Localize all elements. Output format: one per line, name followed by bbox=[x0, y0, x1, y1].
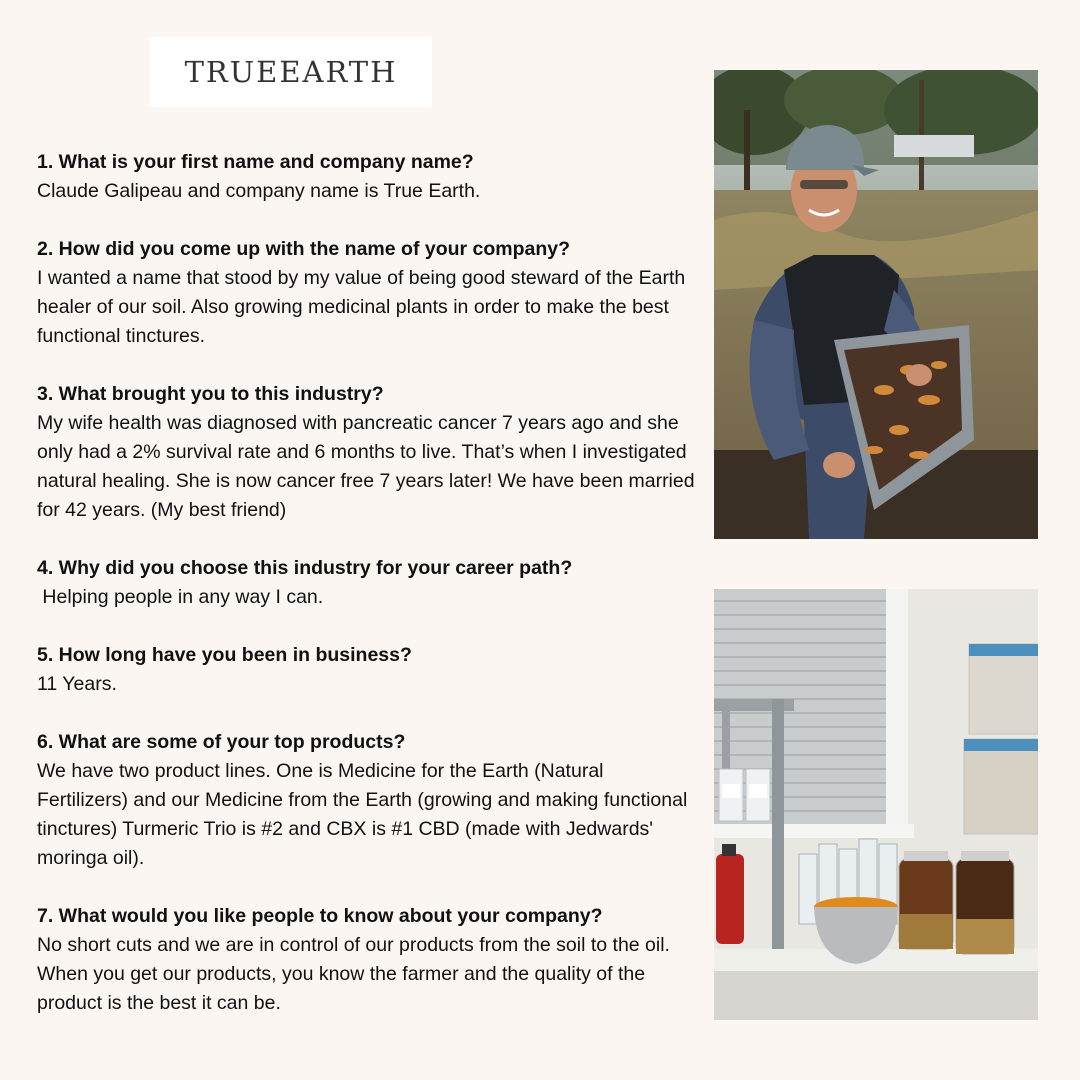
qa-item-3 bbox=[37, 380, 697, 525]
qa-item-5 bbox=[37, 641, 697, 699]
question-6: 6. What are some of your top products? bbox=[37, 731, 406, 753]
question-5: 5. How long have you been in business? bbox=[37, 644, 412, 666]
answer-2: I wanted a name that stood by my value of being good steward of the Earth healer of our soil. Also growing medicinal plants in order to make the best functional tinctures. bbox=[37, 267, 686, 347]
qa-item-4 bbox=[37, 554, 697, 612]
farmer-photo-illustration bbox=[714, 70, 1038, 539]
question-3: 3. What brought you to this industry? bbox=[37, 383, 384, 405]
qa-item-2 bbox=[37, 235, 697, 351]
qa-item-6 bbox=[37, 728, 697, 873]
qa-list bbox=[37, 148, 697, 1047]
answer-6: We have two product lines. One is Medicine for the Earth (Natural Fertilizers) and our Medicine from the Earth (growing and making functional tinctures) Turmeric Trio is #2 and CBX is #1 CBD (made with Jedwards' moringa oil). bbox=[37, 760, 688, 869]
question-2: 2. How did you come up with the name of your company? bbox=[37, 238, 571, 260]
lab-photo-illustration bbox=[714, 589, 1038, 1020]
lab-photo bbox=[714, 589, 1038, 1020]
answer-1: Claude Galipeau and company name is True Earth. bbox=[37, 180, 481, 202]
answer-4: Helping people in any way I can. bbox=[37, 586, 324, 608]
answer-7: No short cuts and we are in control of our products from the soil to the oil. When you get our products, you know the farmer and the quality of the product is the best it can be. bbox=[37, 934, 670, 1014]
logo bbox=[150, 37, 432, 107]
answer-5: 11 Years. bbox=[37, 673, 117, 695]
qa-item-7 bbox=[37, 902, 697, 1018]
question-4: 4. Why did you choose this industry for your career path? bbox=[37, 557, 573, 579]
farmer-photo bbox=[714, 70, 1038, 539]
question-1: 1. What is your first name and company name? bbox=[37, 151, 474, 173]
logo-text: TRUEEARTH bbox=[184, 55, 398, 89]
question-7: 7. What would you like people to know about your company? bbox=[37, 905, 603, 927]
answer-3: My wife health was diagnosed with pancreatic cancer 7 years ago and she only had a 2% survival rate and 6 months to live. That’s when I investigated natural healing. She is now cancer free 7 years later! We have been married for 42 years. (My best friend) bbox=[37, 412, 695, 521]
qa-item-1 bbox=[37, 148, 697, 206]
